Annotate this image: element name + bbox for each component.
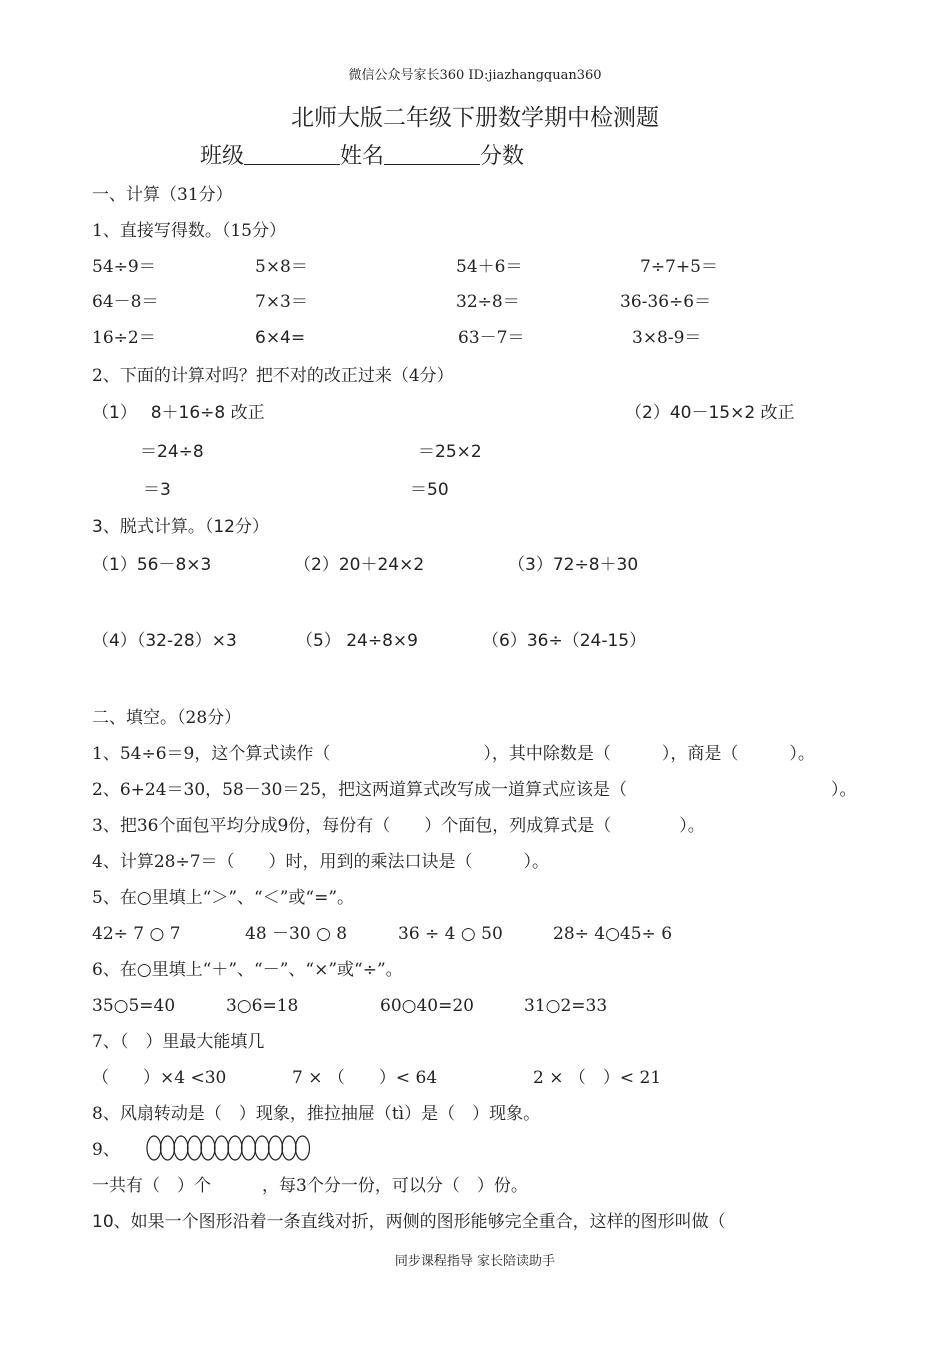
q1-cell: 7×3＝ [255, 292, 308, 312]
q1-cell: 3×8-9＝ [632, 328, 702, 348]
q6-item: 3○6=18 [226, 996, 299, 1016]
q1-cell: 63－7＝ [458, 328, 525, 348]
q7-label: 7、（ ）里最大能填几 [92, 1032, 265, 1052]
fill-line: 2、6+24＝30，58－30＝25，把这两道算式改写成一道算式应该是（ ）。 [92, 780, 857, 800]
q10-line: 10、如果一个图形沿着一条直线对折，两侧的图形能够完全重合，这样的图形叫做（ [92, 1212, 726, 1232]
q8-line: 8、风扇转动是（ ）现象，推拉抽屉（tì）是（ ）现象。 [92, 1104, 541, 1124]
q9-circle [269, 1136, 283, 1160]
q5-item: 48 －30 ○ 8 [245, 924, 348, 944]
q7-item: 2 × （ ）< 21 [533, 1068, 662, 1088]
q5-item: 28÷ 4○45÷ 6 [553, 924, 673, 944]
q9-circle [147, 1136, 161, 1160]
q9-circle [255, 1136, 269, 1160]
q7-item: 7 × （ ）< 64 [292, 1068, 438, 1088]
q9-circle [228, 1136, 242, 1160]
section-2-heading: 二、填空。（28分） [92, 708, 242, 728]
q9-circle [242, 1136, 256, 1160]
section-1-heading: 一、计算（31分） [92, 185, 233, 205]
q5-item: 42÷ 7 ○ 7 [92, 924, 181, 944]
q1-cell: 54÷9＝ [92, 257, 156, 277]
q6-item: 31○2=33 [524, 996, 608, 1016]
q9-circle [201, 1136, 215, 1160]
q9-label: 9、 [92, 1140, 120, 1160]
q9-circle [174, 1136, 188, 1160]
q1-cell: 16÷2＝ [92, 328, 156, 348]
q2-part-1: （1） 8＋16÷8 改正 [92, 403, 265, 423]
class-blank [244, 142, 340, 165]
q1-cell: 5×8＝ [255, 257, 308, 277]
class-label: 班级 [200, 144, 245, 169]
q2-part-2: （2）40－15×2 改正 [625, 403, 795, 423]
page-header: 微信公众号家长360 ID:jiazhangquan360 [348, 68, 602, 83]
q3-item: （5） 24÷8×9 [296, 631, 418, 651]
q7-item: （ ）×4 <30 [92, 1068, 227, 1088]
q1-cell: 64－8＝ [92, 292, 159, 312]
q5-item: 36 ÷ 4 ○ 50 [398, 924, 503, 944]
fill-line: 3、把36个面包平均分成9份，每份有（ ）个面包，列成算式是（ ）。 [92, 816, 705, 836]
q2-label: 2、下面的计算对吗？把不对的改正过来（4分） [92, 366, 454, 386]
q2-p2-step-1: ＝25×2 [418, 442, 482, 462]
q3-item: （3）72÷8＋30 [508, 555, 639, 575]
q6-item: 35○5=40 [92, 996, 176, 1016]
q3-item: （4）（32-28）×3 [92, 631, 237, 651]
score-label: 分数 [480, 144, 525, 169]
q9-circle [161, 1136, 175, 1160]
q9-circle [282, 1136, 296, 1160]
q9-circle [296, 1136, 310, 1160]
q1-label: 1、直接写得数。（15分） [92, 221, 286, 241]
page-footer: 同步课程指导 家长陪读助手 [394, 1254, 556, 1269]
fill-line: 4、计算28÷7＝（ ）时，用到的乘法口诀是（ ）。 [92, 852, 550, 872]
q3-item: （6）36÷（24-15） [482, 631, 647, 651]
q1-cell: 36-36÷6＝ [620, 292, 712, 312]
q9-circle [215, 1136, 229, 1160]
q6-item: 60○40=20 [380, 996, 474, 1016]
page-title: 北师大版二年级下册数学期中检测题 [291, 105, 659, 131]
q2-p1-step-2: ＝3 [143, 480, 171, 500]
q3-item: （2）20＋24×2 [294, 555, 425, 575]
q2-p1-step-1: ＝24÷8 [140, 442, 204, 462]
q9-text: 一共有（ ）个 ，每3个分一份，可以分（ ）份。 [92, 1176, 528, 1196]
q1-cell: 32÷8＝ [456, 292, 520, 312]
q1-cell: 6×4= [255, 328, 306, 348]
name-label: 姓名 [340, 144, 385, 169]
q1-cell: 7÷7+5＝ [640, 257, 718, 277]
q9-circle [188, 1136, 202, 1160]
q3-label: 3、脱式计算。（12分） [92, 517, 269, 537]
q2-p2-step-2: ＝50 [410, 480, 449, 500]
q6-label: 6、在○里填上“＋”、“－”、“×”或“÷”。 [92, 960, 403, 980]
q9-circles [146, 1134, 326, 1164]
name-blank [384, 142, 480, 165]
class-line [200, 142, 524, 171]
fill-line: 1、54÷6＝9，这个算式读作（ ），其中除数是（ ），商是（ ）。 [92, 744, 815, 764]
q1-cell: 54＋6＝ [456, 257, 523, 277]
fill-line: 5、在○里填上“＞”、“＜”或“=”。 [92, 888, 355, 908]
q3-item: （1）56－8×3 [92, 555, 212, 575]
